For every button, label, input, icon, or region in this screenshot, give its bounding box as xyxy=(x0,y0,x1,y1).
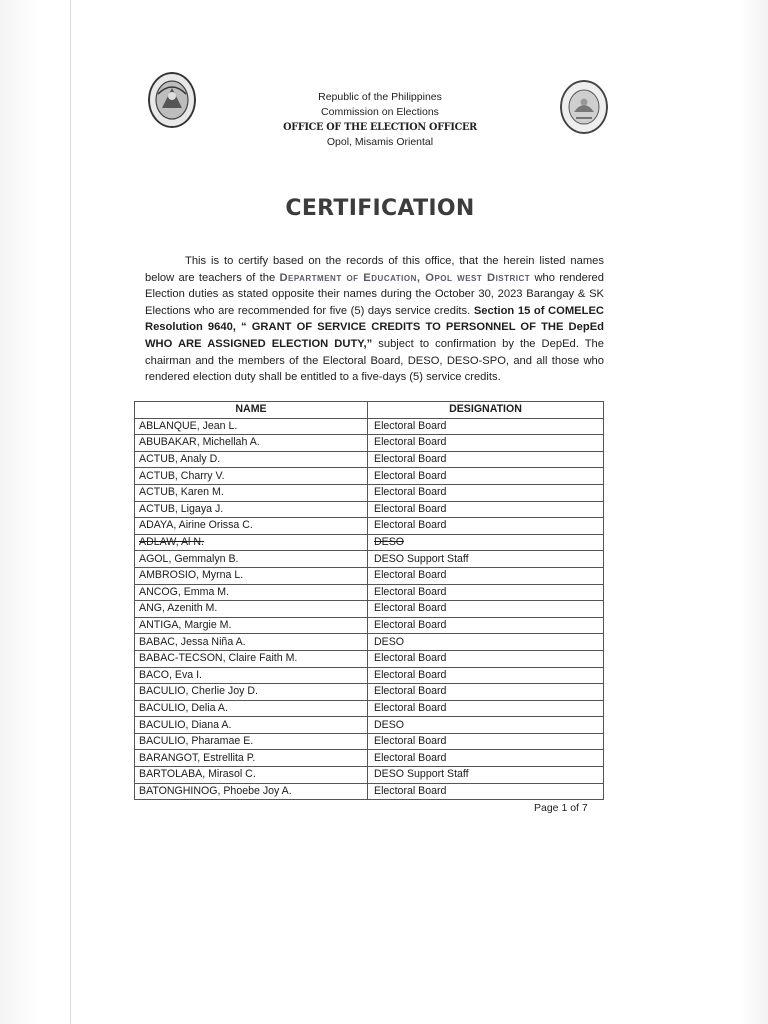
table-row xyxy=(135,634,604,651)
paragraph-part-3: subject to confirmation by the DepEd. The chairman and the members of the Electoral Board, DESO, DESO-SPO, and all those who rendered election duty shall be entitled to a five-days (5) service credits. xyxy=(145,337,604,384)
table-row xyxy=(135,767,604,784)
cell-name: ANTIGA, Margie M. xyxy=(135,617,368,634)
cell-name: ABLANQUE, Jean L. xyxy=(135,418,368,435)
cell-name: BACO, Eva I. xyxy=(135,667,368,684)
letterhead-agency: Commission on Elections xyxy=(321,106,439,118)
cell-name: ADLAW, Al N. xyxy=(135,534,368,551)
comelec-seal-icon xyxy=(148,72,196,128)
table-row xyxy=(135,700,604,717)
cell-designation: Electoral Board xyxy=(368,783,604,800)
table-row xyxy=(135,601,604,618)
department-name: Department of Education, Opol west District xyxy=(279,271,531,284)
cell-name: BABAC-TECSON, Claire Faith M. xyxy=(135,650,368,667)
cell-name: ACTUB, Charry V. xyxy=(135,468,368,485)
paragraph-part-2: who rendered Election duties as stated opposite their names during the October 30, 2023 Barangay & SK Elections who are recommended for five (5) days service credits. xyxy=(145,271,605,317)
cell-designation: Electoral Board xyxy=(368,451,604,468)
column-header-designation: DESIGNATION xyxy=(368,402,604,419)
cell-designation: Electoral Board xyxy=(368,733,604,750)
table-row xyxy=(135,534,604,551)
certification-paragraph xyxy=(145,253,604,386)
cell-name: AMBROSIO, Myrna L. xyxy=(135,567,368,584)
cell-designation: Electoral Board xyxy=(368,617,604,634)
cell-designation: Electoral Board xyxy=(368,700,604,717)
table-row xyxy=(135,435,604,452)
page-edge-shadow xyxy=(70,0,71,1024)
cell-designation: Electoral Board xyxy=(368,435,604,452)
cell-name: ACTUB, Ligaya J. xyxy=(135,501,368,518)
letterhead xyxy=(230,90,530,150)
letterhead-country: Republic of the Philippines xyxy=(318,91,442,103)
table-row xyxy=(135,468,604,485)
table-row xyxy=(135,584,604,601)
cell-designation: DESO Support Staff xyxy=(368,551,604,568)
cell-designation: Electoral Board xyxy=(368,650,604,667)
cell-name: BARTOLABA, Mirasol C. xyxy=(135,767,368,784)
table-row xyxy=(135,567,604,584)
table-row xyxy=(135,617,604,634)
table-row xyxy=(135,451,604,468)
table-row xyxy=(135,650,604,667)
cell-designation: Electoral Board xyxy=(368,518,604,535)
document-title: CERTIFICATION xyxy=(285,196,475,221)
cell-designation: DESO xyxy=(368,534,604,551)
table-row xyxy=(135,518,604,535)
cell-designation: DESO xyxy=(368,717,604,734)
table-row xyxy=(135,684,604,701)
resolution-reference: Section 15 of COMELEC Resolution 9640, “ GRANT OF SERVICE CREDITS TO PERSONNEL OF THE DepEd WHO ARE ASSIGNED ELECTION DUTY,” xyxy=(145,304,604,350)
table-row xyxy=(135,717,604,734)
cell-name: BABAC, Jessa Niña A. xyxy=(135,634,368,651)
cell-name: ADAYA, Airine Orissa C. xyxy=(135,518,368,535)
cell-designation: Electoral Board xyxy=(368,418,604,435)
table-row xyxy=(135,501,604,518)
cell-designation: Electoral Board xyxy=(368,601,604,618)
cell-designation: Electoral Board xyxy=(368,750,604,767)
cell-designation: Electoral Board xyxy=(368,584,604,601)
table-row xyxy=(135,484,604,501)
cell-designation: DESO Support Staff xyxy=(368,767,604,784)
letterhead-location: Opol, Misamis Oriental xyxy=(326,136,434,148)
cell-designation: Electoral Board xyxy=(368,684,604,701)
page-number: Page 1 of 7 xyxy=(534,802,588,814)
cell-name: BACULIO, Delia A. xyxy=(135,700,368,717)
table-header-row xyxy=(135,402,604,419)
cell-name: ANG, Azenith M. xyxy=(135,601,368,618)
cell-name: ANCOG, Emma M. xyxy=(135,584,368,601)
cell-name: BARANGOT, Estrellita P. xyxy=(135,750,368,767)
table-row xyxy=(135,551,604,568)
cell-designation: Electoral Board xyxy=(368,501,604,518)
cell-designation: Electoral Board xyxy=(368,484,604,501)
cell-name: ABUBAKAR, Michellah A. xyxy=(135,435,368,452)
cell-designation: Electoral Board xyxy=(368,468,604,485)
cell-designation: Electoral Board xyxy=(368,567,604,584)
table-body xyxy=(135,418,604,800)
cell-designation: DESO xyxy=(368,634,604,651)
paragraph-part-1: This is to certify based on the records of this office, that the herein listed names below are teachers of the xyxy=(145,255,604,284)
cell-name: BACULIO, Diana A. xyxy=(135,717,368,734)
cell-name: BATONGHINOG, Phoebe Joy A. xyxy=(135,783,368,800)
letterhead-office: OFFICE OF THE ELECTION OFFICER xyxy=(283,121,477,133)
table-row xyxy=(135,783,604,800)
personnel-table xyxy=(134,401,604,800)
table-row xyxy=(135,418,604,435)
cell-name: AGOL, Gemmalyn B. xyxy=(135,551,368,568)
municipality-seal-icon xyxy=(560,80,608,134)
cell-name: ACTUB, Karen M. xyxy=(135,484,368,501)
table-row xyxy=(135,750,604,767)
table-row xyxy=(135,667,604,684)
column-header-name: NAME xyxy=(135,402,368,419)
table-row xyxy=(135,733,604,750)
cell-name: ACTUB, Analy D. xyxy=(135,451,368,468)
cell-name: BACULIO, Pharamae E. xyxy=(135,733,368,750)
cell-name: BACULIO, Cherlie Joy D. xyxy=(135,684,368,701)
cell-designation: Electoral Board xyxy=(368,667,604,684)
